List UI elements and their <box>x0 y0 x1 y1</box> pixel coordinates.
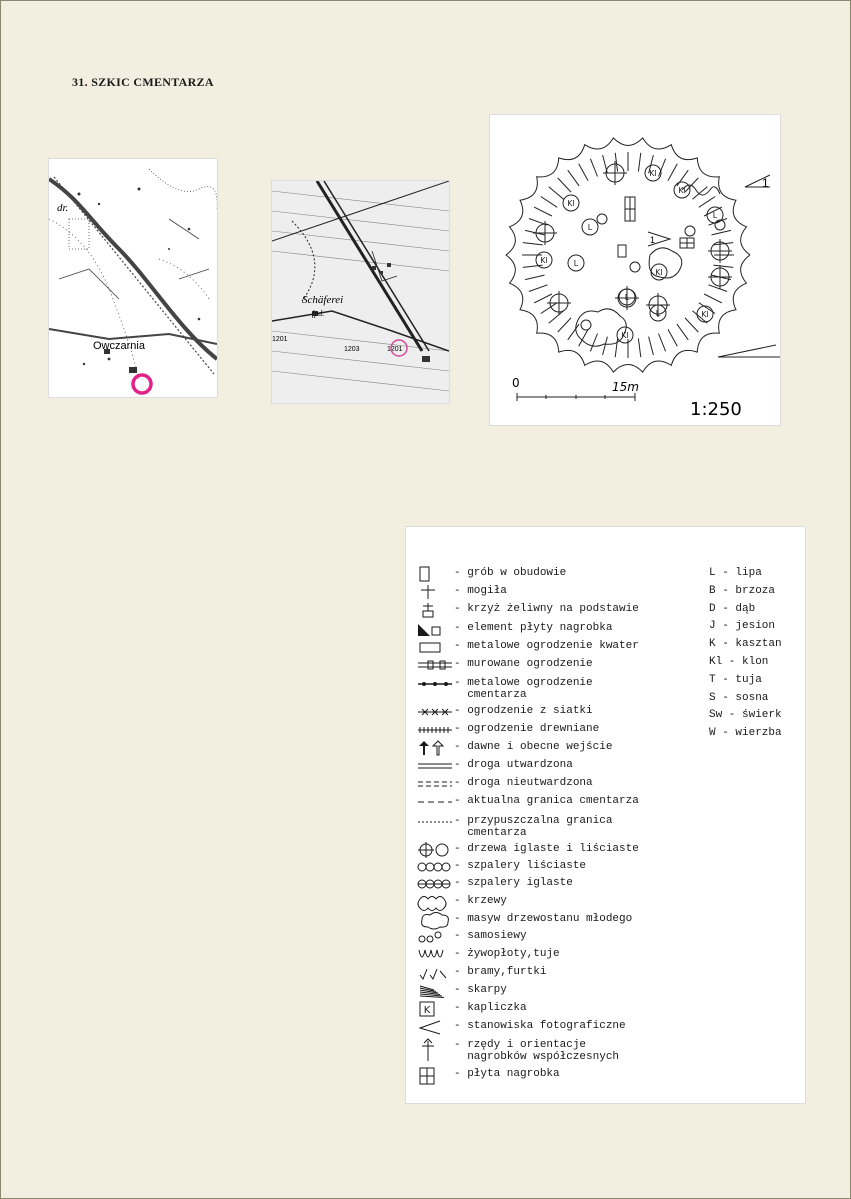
slope-mark <box>704 294 722 303</box>
mesh-fence-icon <box>418 705 454 719</box>
scale-distance: 15m <box>612 380 639 394</box>
slope-mark <box>713 265 733 267</box>
legend-item-label: - samosiewy <box>454 930 527 942</box>
legend-item-label: - krzewy <box>454 895 507 907</box>
tree-label: Kl <box>701 310 709 319</box>
map2-label-num1: 1203 <box>344 346 360 353</box>
slope-mark <box>541 197 557 208</box>
slope-mark <box>525 275 544 280</box>
legend-item <box>418 966 546 980</box>
legend-item <box>418 1002 527 1016</box>
tree-species-list <box>709 567 782 745</box>
self-seeding-icon <box>581 320 591 330</box>
tree-label: L <box>573 259 579 268</box>
dirt-road-icon <box>418 777 454 791</box>
grave-frame-icon <box>418 567 454 581</box>
location-marker-icon <box>133 375 151 393</box>
conifer-rows-icon <box>418 877 454 891</box>
tree-label: L <box>712 211 718 220</box>
map2-label-num2: 1201 <box>387 346 403 353</box>
bush-icon <box>418 895 454 909</box>
metal-fence-icon <box>418 677 454 691</box>
slope-mark <box>523 243 543 245</box>
slope-mark <box>712 230 731 235</box>
legend-item-label: - metalowe ogrodzenie kwater <box>454 640 639 652</box>
legend-item <box>418 913 632 927</box>
self-seeding-icon <box>630 262 640 272</box>
slope-mark <box>638 338 640 357</box>
map2-label-num3: 1201 <box>272 336 288 343</box>
entrance-arrows-icon <box>418 741 454 755</box>
legend-item-label: - drzewa iglaste i liściaste <box>454 843 639 855</box>
legend-item-label: - skarpy <box>454 984 507 996</box>
young-forest-icon <box>418 913 454 927</box>
legend-item-label: - kapliczka <box>454 1002 527 1014</box>
slope-mark <box>579 164 588 181</box>
map1-label-dr: dr. <box>57 202 69 214</box>
topographic-map-1 <box>48 158 218 398</box>
tree-species-item: L - lipa <box>709 567 762 579</box>
legend-item-label: - droga nieutwardzona <box>454 777 593 789</box>
legend-item-label: - grób w obudowie <box>454 567 567 579</box>
legend-item <box>418 843 639 857</box>
slope-mark <box>659 334 666 352</box>
young-forest-area <box>649 248 682 278</box>
tree-label: Kl <box>540 256 548 265</box>
legend-item <box>418 948 560 962</box>
map2-label-place: Schäferei <box>302 294 344 306</box>
legend-item-label: - element płyty nagrobka <box>454 622 613 634</box>
slope-mark <box>568 324 579 340</box>
cross-icon <box>418 585 454 599</box>
tree-species-item: T - tuja <box>709 673 762 686</box>
dashed-boundary-icon <box>418 795 454 809</box>
legend-item <box>418 640 639 654</box>
legend-item <box>418 585 507 599</box>
legend-item <box>418 984 507 998</box>
legend-item <box>418 1020 626 1034</box>
slope-mark <box>534 207 552 216</box>
tree-species-item: Kl - klon <box>709 655 769 668</box>
tree-label: L <box>624 293 630 302</box>
legend-item <box>418 567 566 581</box>
legend-item-label: - żywopłoty,tuje <box>454 948 560 960</box>
legend-item <box>418 705 593 719</box>
slope-mark <box>649 337 654 355</box>
slope-mark <box>615 338 617 357</box>
legend-item <box>418 860 586 874</box>
legend-item <box>418 1039 619 1063</box>
photo-position-icon <box>418 1020 454 1034</box>
hedge-path <box>682 185 720 195</box>
slope-mark <box>534 294 552 303</box>
map2-label-place2: fpd. <box>312 309 325 318</box>
slope-mark <box>549 311 564 324</box>
legend-item-label: - masyw drzewostanu młodego <box>454 913 633 925</box>
tree-species-item: S - sosna <box>709 691 769 704</box>
photo-position-number: 1 <box>650 235 656 245</box>
tree-label: L <box>655 309 661 318</box>
tree-species-item: D - dąb <box>709 602 756 615</box>
tree-label: Kl <box>655 268 663 277</box>
tree-label: Kl <box>621 331 629 340</box>
legend-item <box>418 795 639 809</box>
legend-item-label: - szpalery iglaste <box>454 877 573 889</box>
slope-mark <box>638 153 640 172</box>
wooden-fence-icon <box>418 723 454 737</box>
legend-item <box>418 1068 560 1082</box>
tree-species-item: K - kasztan <box>709 638 782 651</box>
legend-item <box>418 622 612 636</box>
legend-item <box>418 777 593 791</box>
legend-item <box>418 930 527 944</box>
legend-panel <box>405 526 806 1104</box>
legend-item <box>418 741 612 755</box>
legend-item-label: - droga utwardzona <box>454 759 573 771</box>
self-seeding-icon <box>418 930 454 944</box>
legend-item <box>418 677 593 701</box>
slope-mark <box>685 318 698 332</box>
legend-item <box>418 603 639 617</box>
legend-item-label: - ogrodzenie z siatki <box>454 705 593 717</box>
legend-item-label: - szpalery liściaste <box>454 860 587 872</box>
legend-item-label: - przypuszczalna granica cmentarza <box>454 815 613 839</box>
dotted-boundary-icon <box>418 815 454 829</box>
slope-mark <box>590 159 597 177</box>
chapel-icon <box>418 1002 454 1016</box>
tree-species-item: W - wierzba <box>709 727 782 740</box>
slope-mark <box>590 334 597 352</box>
slope-mark <box>558 318 571 332</box>
hedge-icon <box>418 948 454 962</box>
slope-mark <box>549 187 564 200</box>
slope-mark <box>529 285 548 292</box>
legend-item-label: - metalowe ogrodzenie cmentarza <box>454 677 593 701</box>
legend-item-label: - aktualna granica cmentarza <box>454 795 639 807</box>
cemetery-plan <box>489 114 781 426</box>
slope-mark <box>668 164 677 181</box>
legend-item <box>418 895 507 909</box>
legend-item-label: - dawne i obecne wejście <box>454 741 613 753</box>
scale-ratio: 1:250 <box>690 399 742 420</box>
tree-icon <box>418 843 454 857</box>
scale-zero: 0 <box>512 376 520 390</box>
legend-item-label: - ogrodzenie drewniane <box>454 723 600 735</box>
tree-species-item: Sw - świerk <box>709 709 782 722</box>
map1-label-place: Owczarnia <box>93 340 145 352</box>
legend-item <box>418 658 593 672</box>
slope-mark <box>568 170 579 186</box>
svg-text:K: K <box>423 1005 431 1016</box>
photo-position-number: 1 <box>762 176 769 190</box>
photo-position-icon <box>718 345 780 357</box>
slope-mark <box>603 337 608 355</box>
grave-frame-icon <box>618 245 626 257</box>
legend-item <box>418 759 573 773</box>
legend-item-label: - płyta nagrobka <box>454 1068 560 1080</box>
tree-label: L <box>587 223 593 232</box>
slope-mark <box>668 329 677 346</box>
metal-fence-quarter-icon <box>418 640 454 654</box>
tree-label: Kl <box>649 169 657 178</box>
legend-item-label: - stanowiska fotograficzne <box>454 1020 626 1032</box>
slope-mark <box>541 303 557 314</box>
gate-icon <box>418 966 454 980</box>
legend-item-label: - murowane ogrodzenie <box>454 658 593 670</box>
slope-mark <box>659 159 666 177</box>
slope-icon <box>418 984 454 998</box>
page-title: 31. SZKIC CMENTARZA <box>72 75 214 89</box>
tree-label: Kl <box>567 199 575 208</box>
topographic-map-2 <box>271 180 450 404</box>
legend-item-label: - krzyż żeliwny na podstawie <box>454 603 639 615</box>
iron-cross-icon <box>418 603 454 617</box>
legend-item-label: - rzędy i orientacje nagrobków współczesnych <box>454 1039 620 1063</box>
tree-species-item: J - jesion <box>709 620 776 633</box>
tree-label: Kl <box>678 186 686 195</box>
legend-item <box>418 723 599 737</box>
legend-item-label: - bramy,furtki <box>454 966 547 978</box>
legend-item <box>418 877 573 891</box>
tombstone-element-icon <box>418 622 454 636</box>
tree-species-item: B - brzoza <box>709 584 776 597</box>
deciduous-rows-icon <box>418 860 454 874</box>
self-seeding-icon <box>685 226 695 236</box>
grave-orientation-icon <box>418 1039 454 1053</box>
self-seeding-icon <box>597 214 607 224</box>
slope-mark <box>615 153 617 172</box>
slope-mark <box>699 197 715 208</box>
slope-mark <box>677 324 688 340</box>
legend-item <box>418 815 612 839</box>
slope-mark <box>558 178 571 192</box>
tomb-slab-icon <box>418 1068 454 1082</box>
legend-item-label: - mogiła <box>454 585 507 597</box>
brick-fence-icon <box>418 658 454 672</box>
paved-road-icon <box>418 759 454 773</box>
